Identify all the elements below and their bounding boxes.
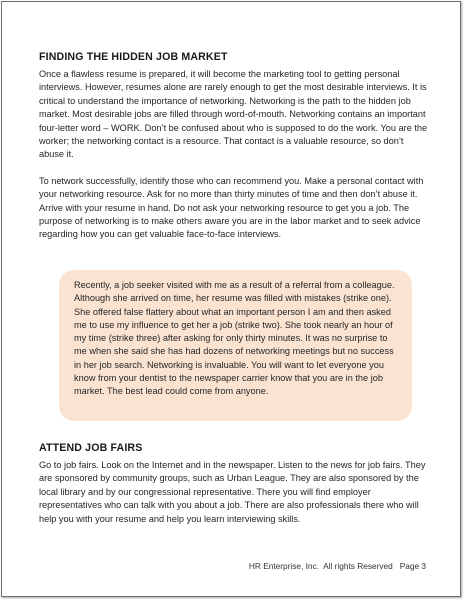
section-heading: ATTEND JOB FAIRS — [39, 442, 143, 454]
section-heading: FINDING THE HIDDEN JOB MARKET — [39, 51, 228, 63]
page-footer: HR Enterprise, Inc. All rights Reserved Page 3 — [248, 561, 426, 571]
section-attend-job-fairs — [39, 442, 431, 526]
callout-text: Recently, a job seeker visited with me as a result of a referral from a colleague. Although she arrived on time, her resume was filled with mistakes (strike one). She offered false flattery about what an important person I am and then asked me to use my influence to get her a job (strike two). She took nearly an hour of my time (strike three) after asking for only thirty minutes. It was no surprise to me when she said she has had dozens of networking meetings but no success in her job search. Networking is invaluable. You will want to let everyone you know from your dentist to the newspaper carrier know that you are in the job market. The best lead could come from anyone. — [74, 280, 395, 397]
section-finding-hidden-job-market — [39, 51, 431, 242]
body-paragraph: Go to job fairs. Look on the Internet and in the newspaper. Listen to the news for job fairs. They are sponsored by community groups, such as Urban League. They are also sponsored by the local library and by our congressional representative. There you will find employer representatives who can talk with you about a job. There are also professionals there who will help you with your resume and help you learn interviewing skills. — [39, 460, 426, 524]
body-paragraph: To network successfully, identify those who can recommend you. Make a personal contact with your networking resource. Ask for no more than thirty minutes of time and then don’t abuse it. Arrive with your resume in hand. Do not ask your networking resource to get you a job. The purpose of networking is to make others aware you are in the labor market and to seek advice regarding how you can get valuable face-to-face interviews. — [39, 175, 424, 240]
anecdote-callout-box — [59, 270, 412, 421]
body-paragraph: Once a flawless resume is prepared, it will become the marketing tool to getting personal interviews. However, resumes alone are rarely enough to get the most desirable interviews. It is critical to understand the importance of networking. Networking is the path to the hidden job market. Most desirable jobs are filled through word-of-mouth. Networking contains an important four-letter word – WORK. Don’t be confused about who is supposed to do the work. You are the worker; the networking contact is a resource. That contact is a valuable resource, so don’t abuse it. — [39, 69, 428, 160]
document-page — [1, 1, 461, 597]
